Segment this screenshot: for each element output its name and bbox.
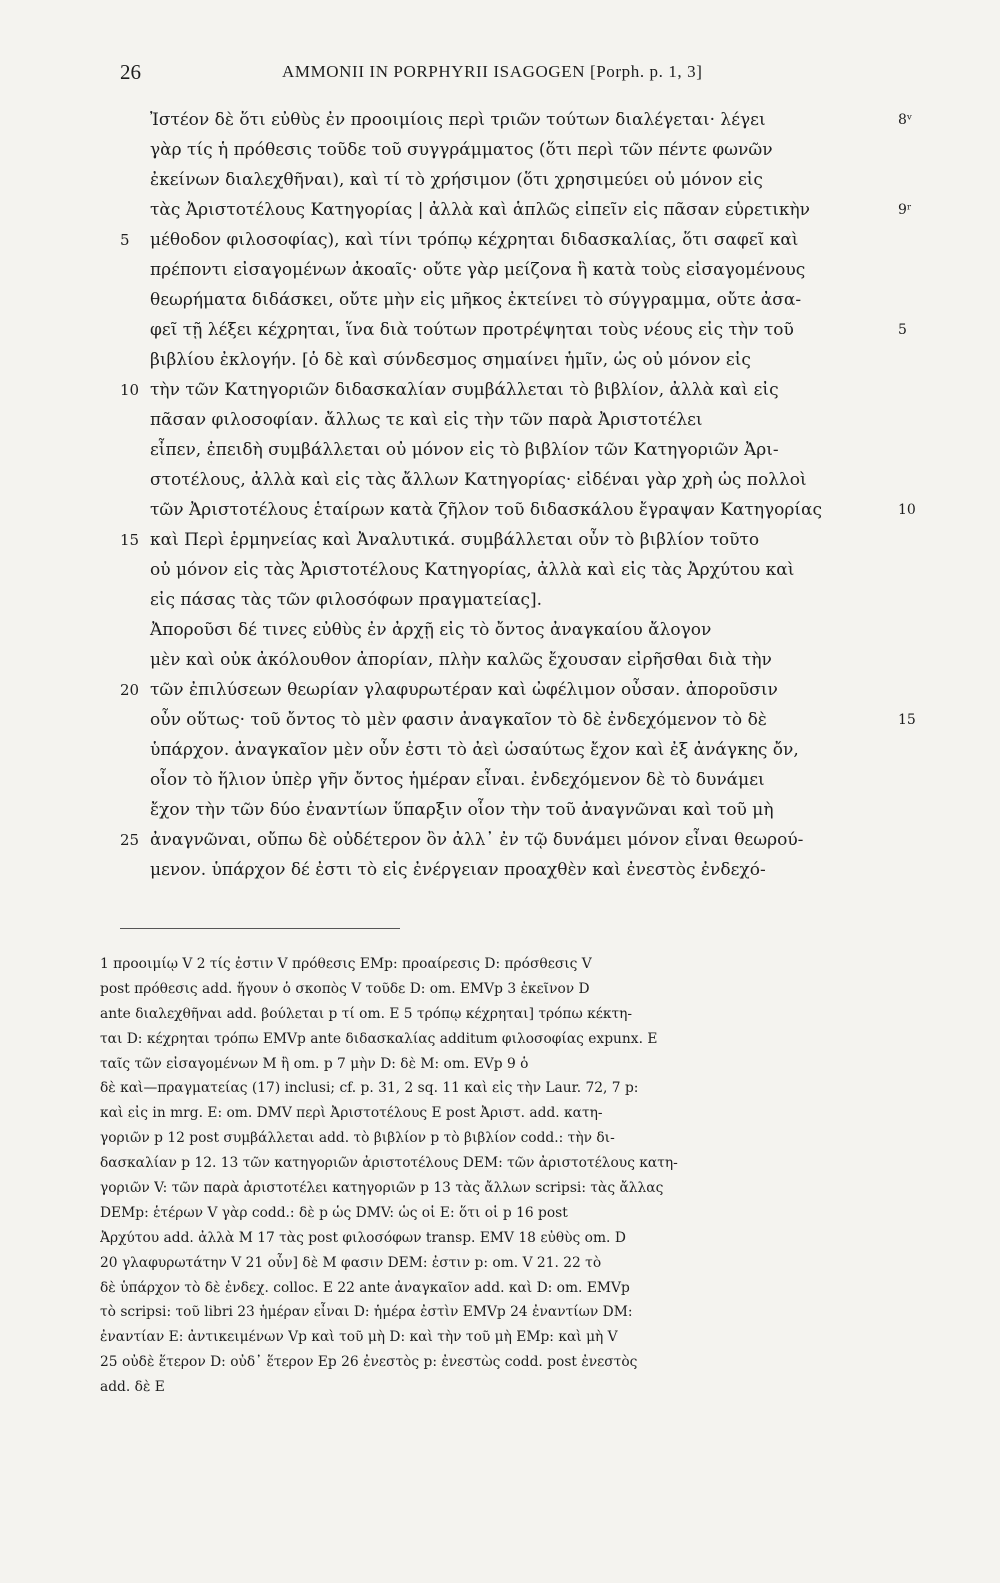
text-line-content: τὴν τῶν Κατηγοριῶν διδασκαλίαν συμβάλλεται τὸ βιβλίον, ἀλλὰ καὶ εἰς — [150, 380, 779, 400]
text-line — [120, 825, 890, 855]
text-line-content: τὰς Ἀριστοτέλους Κατηγορίας | ἀλλὰ καὶ ἁπλῶς εἰπεῖν εἰς πᾶσαν εὑρετικὴν — [150, 200, 811, 220]
critical-apparatus — [100, 952, 900, 1400]
text-line — [120, 285, 890, 315]
line-number: 5 — [120, 231, 130, 249]
text-line — [120, 675, 890, 705]
margin-reference: 15 — [898, 712, 916, 728]
margin-reference: 9ʳ — [898, 202, 912, 218]
text-line-content: μενον. ὑπάρχον δέ ἐστι τὸ εἰς ἐνέργειαν προαχθὲν καὶ ἐνεστὸς ἐνδεχό- — [150, 860, 766, 880]
apparatus-line: add. δὲ E — [100, 1379, 165, 1396]
text-line — [120, 555, 890, 585]
apparatus-line: Ἀρχύτου add. ἀλλὰ M 17 τὰς post φιλοσόφων transp. EMV 18 εὐθὺς om. D — [100, 1229, 626, 1246]
margin-reference: 10 — [898, 502, 916, 518]
running-head — [0, 60, 1000, 90]
text-line — [120, 585, 890, 615]
running-title: AMMONII IN PORPHYRII ISAGOGEN [Porph. p. 1, 3] — [282, 62, 703, 81]
apparatus-line: 25 οὐδὲ ἕτερον D: οὐδ᾽ ἕτερον Ep 26 ἐνεστὸς p: ἐνεστὼς codd. post ἐνεστὸς — [100, 1354, 638, 1371]
text-line-content: ἀναγνῶναι, οὔπω δὲ οὐδέτερον ὂν ἀλλ᾽ ἐν τῷ δυνάμει μόνον εἶναι θεωρού- — [150, 830, 804, 850]
text-line-content: Ἀποροῦσι δέ τινες εὐθὺς ἐν ἀρχῇ εἰς τὸ ὄντος ἀναγκαίου ἄλογον — [150, 620, 712, 640]
line-number: 15 — [120, 531, 140, 549]
text-line-content: τῶν Ἀριστοτέλους ἑταίρων κατὰ ζῆλον τοῦ διδασκάλου ἔγραψαν Κατηγορίας — [150, 500, 823, 520]
line-number: 20 — [120, 681, 140, 699]
text-line-content: γὰρ τίς ἡ πρόθεσις τοῦδε τοῦ συγγράμματος (ὅτι περὶ τῶν πέντε φωνῶν — [150, 140, 773, 160]
text-line-content: ἔχον τὴν τῶν δύο ἐναντίων ὕπαρξιν οἷον τὴν τοῦ ἀναγνῶναι καὶ τοῦ μὴ — [150, 800, 774, 820]
apparatus-line: post πρόθεσις add. ἥγουν ὁ σκοπὸς V τοῦδε D: om. EMVp 3 ἐκεῖνον D — [100, 980, 590, 997]
apparatus-line: DEMp: ἑτέρων V γὰρ codd.: δὲ p ὡς DMV: ὡς οἱ E: ὅτι οἱ p 16 post — [100, 1204, 568, 1221]
main-text — [120, 105, 916, 885]
apparatus-line: γοριῶν p 12 post συμβάλλεται add. τὸ βιβλίον p τὸ βιβλίον codd.: τὴν δι- — [100, 1130, 615, 1147]
text-line-content: πᾶσαν φιλοσοφίαν. ἄλλως τε καὶ εἰς τὴν τῶν παρὰ Ἀριστοτέλει — [150, 410, 703, 430]
text-line — [120, 705, 916, 735]
text-line-content: ὑπάρχον. ἀναγκαῖον μὲν οὖν ἐστι τὸ ἀεὶ ὡσαύτως ἔχον καὶ ἐξ ἀνάγκης ὄν, — [150, 740, 799, 760]
text-line-content: οἷον τὸ ἥλιον ὑπὲρ γῆν ὄντος ἡμέραν εἶναι. ἐνδεχόμενον δὲ τὸ δυνάμει — [150, 770, 765, 790]
text-line-content: θεωρήματα διδάσκει, οὔτε μὴν εἰς μῆκος ἐκτείνει τὸ σύγγραμμα, οὔτε ἀσα- — [150, 290, 802, 310]
text-line — [120, 255, 890, 285]
apparatus-line: καὶ εἰς in mrg. E: om. DMV περὶ Ἀριστοτέλους E post Ἀριστ. add. κατη- — [100, 1105, 603, 1122]
apparatus-line: τὸ scripsi: τοῦ libri 23 ἡμέραν εἶναι D: ἡμέρα ἐστὶν EMVp 24 ἐναντίων DM: — [100, 1304, 633, 1321]
apparatus-line: δασκαλίαν p 12. 13 τῶν κατηγοριῶν ἀριστοτέλους DEM: τῶν ἀριστοτέλους κατη- — [100, 1155, 678, 1172]
text-line — [120, 795, 890, 825]
apparatus-line: ται D: κέχρηται τρόπω EMVp ante διδασκαλίας additum φιλοσοφίας expunx. E — [100, 1030, 658, 1047]
text-line-content: ἐκείνων διαλεχθῆναι), καὶ τί τὸ χρήσιμον (ὅτι χρησιμεύει οὐ μόνον εἰς — [150, 170, 763, 190]
text-line — [120, 375, 890, 405]
text-line-content: στοτέλους, ἀλλὰ καὶ εἰς τὰς ἄλλων Κατηγορίας· εἰδέναι γὰρ χρὴ ὡς πολλοὶ — [150, 470, 807, 490]
apparatus-line: 1 προοιμίῳ V 2 τίς ἐστιν V πρόθεσις EMp: προαίρεσις D: πρόσθεσις V — [100, 956, 592, 972]
line-number: 10 — [120, 381, 140, 399]
text-line-content: εἶπεν, ἐπειδὴ συμβάλλεται οὐ μόνον εἰς τὸ βιβλίον τῶν Κατηγοριῶν Ἀρι- — [150, 440, 779, 460]
apparatus-line: 20 γλαφυρωτάτην V 21 οὖν] δὲ M φασιν DEM: ἐστιν p: om. V 21. 22 τὸ — [100, 1254, 602, 1271]
text-line — [120, 615, 890, 645]
apparatus-line: δὲ καὶ—πραγματείας (17) inclusi; cf. p. 31, 2 sq. 11 καὶ εἰς τὴν Laur. 72, 7 p: — [100, 1080, 639, 1097]
margin-reference: 8ᵛ — [898, 112, 913, 128]
text-line-content: μέθοδον φιλοσοφίας), καὶ τίνι τρόπῳ κέχρηται διδασκαλίας, ὅτι σαφεῖ καὶ — [150, 230, 799, 250]
page-number: 26 — [120, 60, 141, 84]
apparatus-line: δὲ ὑπάρχον τὸ δὲ ἐνδεχ. colloc. E 22 ante ἀναγκαῖον add. καὶ D: om. EMVp — [100, 1279, 630, 1296]
text-line — [120, 525, 890, 555]
margin-reference: 5 — [898, 322, 907, 338]
text-line-content: καὶ Περὶ ἑρμηνείας καὶ Ἀναλυτικά. συμβάλλεται οὖν τὸ βιβλίον τοῦτο — [150, 530, 760, 550]
footnote-divider — [120, 928, 400, 929]
text-line — [120, 435, 890, 465]
text-line — [120, 645, 890, 675]
text-line — [120, 165, 890, 195]
text-line-content: φεῖ τῇ λέξει κέχρηται, ἵνα διὰ τούτων προτρέψηται τοὺς νέους εἰς τὴν τοῦ — [150, 320, 794, 340]
apparatus-line: ante διαλεχθῆναι add. βούλεται p τί om. E 5 τρόπῳ κέχρηται] τρόπω κέκτη- — [100, 1005, 633, 1022]
text-line — [120, 855, 890, 885]
text-line — [120, 465, 890, 495]
line-number: 25 — [120, 831, 140, 849]
apparatus-line: ταῖς τῶν εἰσαγομένων M ἢ om. p 7 μὴν D: δὲ M: om. EVp 9 ὁ — [100, 1055, 529, 1072]
text-line — [120, 405, 890, 435]
text-line — [120, 345, 890, 375]
text-line-content: εἰς πάσας τὰς τῶν φιλοσόφων πραγματείας]. — [150, 590, 543, 610]
text-line-content: βιβλίου ἐκλογήν. [ὁ δὲ καὶ σύνδεσμος σημαίνει ἡμῖν, ὡς οὐ μόνον εἰς — [150, 350, 751, 370]
text-line — [120, 195, 912, 225]
text-line-content: μὲν καὶ οὐκ ἀκόλουθον ἀπορίαν, πλὴν καλῶς ἔχουσαν εἰρῆσθαι διὰ τὴν — [150, 650, 772, 670]
text-line — [120, 735, 890, 765]
text-line-content: οὖν οὕτως· τοῦ ὄντος τὸ μὲν φασιν ἀναγκαῖον τὸ δὲ ἐνδεχόμενον τὸ δὲ — [150, 710, 767, 730]
text-line-content: οὐ μόνον εἰς τὰς Ἀριστοτέλους Κατηγορίας, ἀλλὰ καὶ εἰς τὰς Ἀρχύτου καὶ — [150, 560, 795, 580]
apparatus-line: γοριῶν V: τῶν παρὰ ἀριστοτέλει κατηγοριῶν p 13 τὰς ἄλλων scripsi: τὰς ἄλλας — [100, 1180, 664, 1197]
text-line — [120, 105, 913, 135]
text-line — [120, 225, 890, 255]
apparatus-line: ἐναντίαν E: ἀντικειμένων Vp καὶ τοῦ μὴ D: καὶ τὴν τοῦ μὴ EMp: καὶ μὴ V — [100, 1329, 618, 1346]
text-line-content: Ἰστέον δὲ ὅτι εὐθὺς ἐν προοιμίοις περὶ τριῶν τούτων διαλέγεται· λέγει — [150, 110, 766, 130]
text-line — [120, 135, 890, 165]
text-line-content: τῶν ἐπιλύσεων θεωρίαν γλαφυρωτέραν καὶ ὠφέλιμον οὖσαν. ἀποροῦσιν — [150, 680, 778, 700]
text-line — [120, 765, 890, 795]
text-line-content: πρέποντι εἰσαγομένων ἀκοαῖς· οὔτε γὰρ μείζονα ἢ κατὰ τοὺς εἰσαγομένους — [150, 260, 806, 280]
text-line — [120, 315, 907, 345]
text-line — [120, 495, 916, 525]
